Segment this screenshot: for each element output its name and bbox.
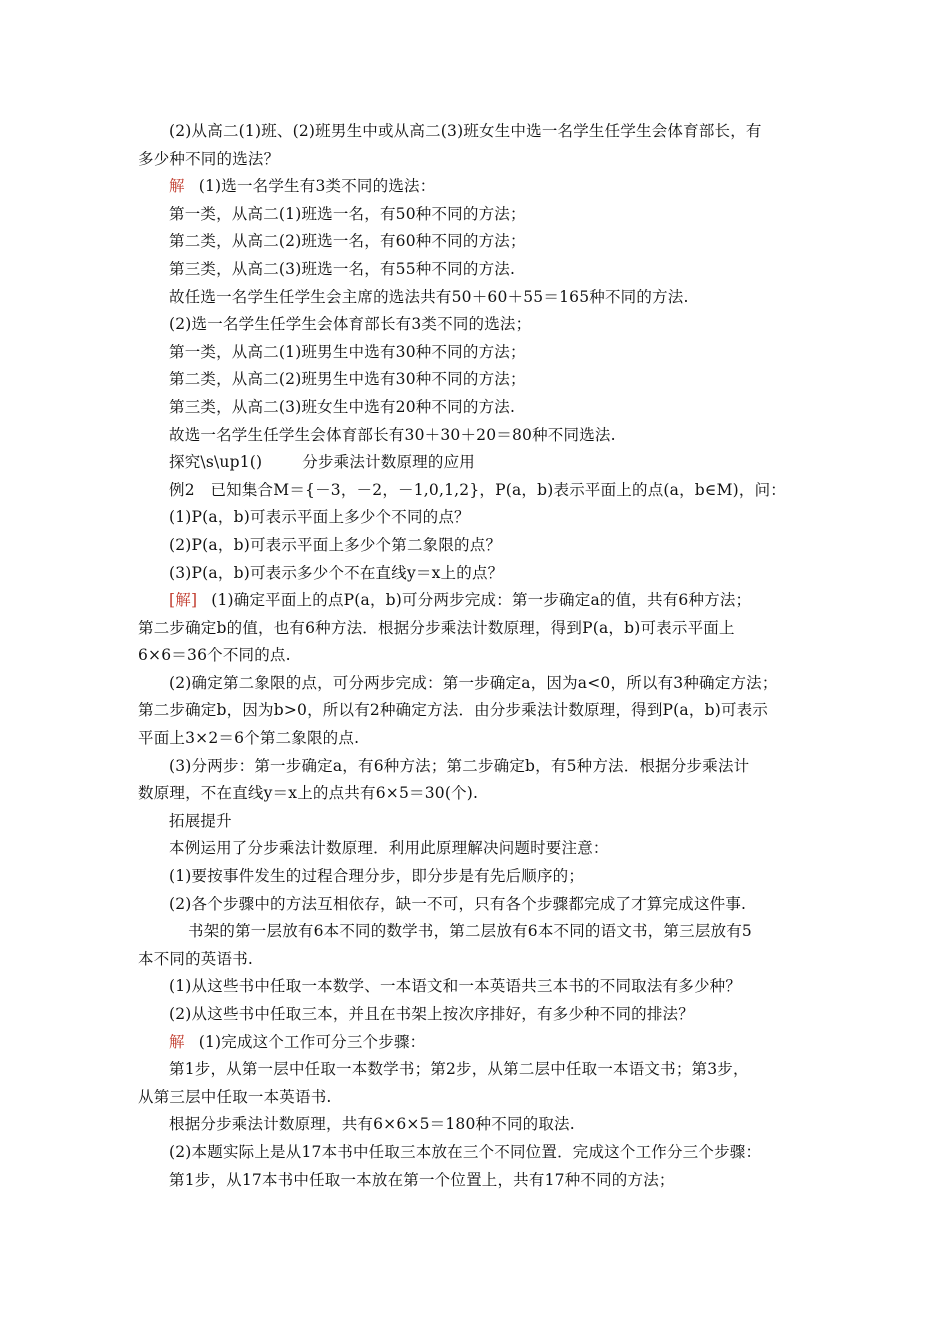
section-heading-text: 分步乘法计数原理的应用 bbox=[302, 453, 475, 472]
line-text: 本例运用了分步乘法计数原理．利用此原理解决问题时要注意： bbox=[169, 839, 609, 858]
text-line bbox=[138, 1001, 828, 1029]
line-text: 拓展提升 bbox=[169, 811, 232, 830]
line-text: (2)从高二(1)班、(2)班男生中或从高二(3)班女生中选一名学生任学生会体育部长，有 bbox=[169, 122, 762, 140]
line-text: (1)选一名学生有3类不同的选法： bbox=[198, 177, 436, 196]
text-line bbox=[138, 808, 828, 836]
line-text: 第一类，从高二(1)班男生中选有30种不同的方法； bbox=[169, 342, 526, 361]
document-body bbox=[138, 118, 828, 1194]
text-line bbox=[138, 256, 828, 284]
text-line bbox=[138, 835, 828, 863]
line-text: (2)各个步骤中的方法互相依存，缺一不可，只有各个步骤都完成了才算完成这件事. bbox=[169, 894, 747, 913]
text-line bbox=[138, 1167, 828, 1195]
text-line bbox=[138, 1084, 828, 1112]
text-line bbox=[138, 918, 828, 946]
line-text: 第二步确定b，因为b>0，所以有2种确定方法．由分步乘法计数原理，得到P(a，b)可表示 bbox=[138, 701, 769, 720]
line-text: 探究\s\up1() bbox=[169, 453, 263, 472]
line-text: 平面上3×2＝6个第二象限的点. bbox=[138, 729, 360, 748]
text-line bbox=[138, 946, 828, 974]
line-text: (1)要按事件发生的过程合理分步，即分步是有先后顺序的； bbox=[169, 867, 585, 886]
line-text: 第二类，从高二(2)班男生中选有30种不同的方法； bbox=[169, 370, 526, 389]
text-line bbox=[138, 670, 828, 698]
text-line bbox=[138, 422, 828, 450]
text-line bbox=[138, 642, 828, 670]
text-line bbox=[138, 1111, 828, 1139]
text-line bbox=[138, 366, 828, 394]
solution-label: 解 bbox=[169, 177, 185, 196]
line-text: 第二类，从高二(2)班选一名，有60种不同的方法； bbox=[169, 232, 526, 251]
text-line bbox=[138, 891, 828, 919]
line-text: 数原理，不在直线y＝x上的点共有6×5＝30(个). bbox=[138, 784, 479, 803]
text-line bbox=[138, 228, 828, 256]
solution-label: 解 bbox=[169, 1032, 185, 1051]
text-line bbox=[138, 449, 828, 477]
line-text: 故选一名学生任学生会体育部长有30＋30＋20＝80种不同选法. bbox=[169, 425, 616, 444]
line-text: (1)确定平面上的点P(a，b)可分两步完成：第一步确定a的值，共有6种方法； bbox=[211, 591, 752, 610]
line-text: 第1步，从17本书中任取一本放在第一个位置上，共有17种不同的方法； bbox=[169, 1170, 675, 1189]
line-text: 从第三层中任取一本英语书. bbox=[138, 1087, 332, 1106]
line-text: (1)完成这个工作可分三个步骤： bbox=[198, 1032, 426, 1051]
line-text: 例2 已知集合M＝{－3，－2，－1,0,1,2}，P(a，b)表示平面上的点(a，b∈M)，问： bbox=[169, 480, 786, 499]
line-text: 故任选一名学生任学生会主席的选法共有50＋60＋55＝165种不同的方法. bbox=[169, 287, 689, 306]
text-line bbox=[138, 146, 828, 174]
line-text: (1)从这些书中任取一本数学、一本语文和一本英语共三本书的不同取法有多少种？ bbox=[169, 977, 742, 996]
text-line bbox=[138, 311, 828, 339]
line-text: 本不同的英语书. bbox=[138, 949, 254, 968]
line-text: 根据分步乘法计数原理，共有6×6×5＝180种不同的取法. bbox=[169, 1115, 575, 1134]
line-text: (1)P(a，b)可表示平面上多少个不同的点？ bbox=[169, 508, 470, 527]
line-text: (3)P(a，b)可表示多少个不在直线y＝x上的点？ bbox=[169, 563, 504, 582]
text-line bbox=[138, 1139, 828, 1167]
text-line bbox=[138, 532, 828, 560]
line-text: 第三类，从高二(3)班女生中选有20种不同的方法. bbox=[169, 397, 516, 416]
text-line bbox=[138, 725, 828, 753]
text-line bbox=[138, 201, 828, 229]
text-line bbox=[138, 339, 828, 367]
line-text: (2)从这些书中任取三本，并且在书架上按次序排好，有多少种不同的排法？ bbox=[169, 1005, 694, 1023]
line-text: 第1步，从第一层中任取一本数学书；第2步，从第二层中任取一本语文书；第3步， bbox=[169, 1060, 749, 1079]
text-line bbox=[138, 1029, 828, 1057]
text-line bbox=[138, 697, 828, 725]
text-line bbox=[138, 973, 828, 1001]
line-text: (2)确定第二象限的点，可分两步完成：第一步确定a，因为a<0，所以有3种确定方法； bbox=[169, 673, 778, 692]
line-text: (2)本题实际上是从17本书中任取三本放在三个不同位置．完成这个工作分三个步骤： bbox=[169, 1142, 762, 1161]
line-text: (2)选一名学生任学生会体育部长有3类不同的选法； bbox=[169, 315, 532, 334]
line-text: 第二步确定b的值，也有6种方法．根据分步乘法计数原理，得到P(a，b)可表示平面上 bbox=[138, 618, 735, 637]
line-text: 第三类，从高二(3)班选一名，有55种不同的方法. bbox=[169, 259, 516, 278]
line-text: (2)P(a，b)可表示平面上多少个第二象限的点？ bbox=[169, 535, 502, 554]
text-line bbox=[138, 394, 828, 422]
text-line bbox=[138, 173, 828, 201]
line-text: 多少种不同的选法？ bbox=[138, 149, 280, 168]
text-line bbox=[138, 1056, 828, 1084]
text-line bbox=[138, 284, 828, 312]
text-line bbox=[138, 477, 828, 505]
text-line bbox=[138, 118, 828, 146]
text-line bbox=[138, 560, 828, 588]
text-line bbox=[138, 587, 828, 615]
text-line bbox=[138, 863, 828, 891]
text-line bbox=[138, 780, 828, 808]
text-line bbox=[138, 504, 828, 532]
line-text: 书架的第一层放有6本不同的数学书，第二层放有6本不同的语文书，第三层放有5 bbox=[188, 922, 752, 941]
line-text: 第一类，从高二(1)班选一名，有50种不同的方法； bbox=[169, 204, 526, 223]
line-text: (3)分两步：第一步确定a，有6种方法；第二步确定b，有5种方法．根据分步乘法计 bbox=[169, 756, 750, 775]
line-text: 6×6＝36个不同的点. bbox=[138, 646, 291, 665]
solution-label: [解] bbox=[169, 591, 198, 610]
text-line bbox=[138, 615, 828, 643]
text-line bbox=[138, 753, 828, 781]
